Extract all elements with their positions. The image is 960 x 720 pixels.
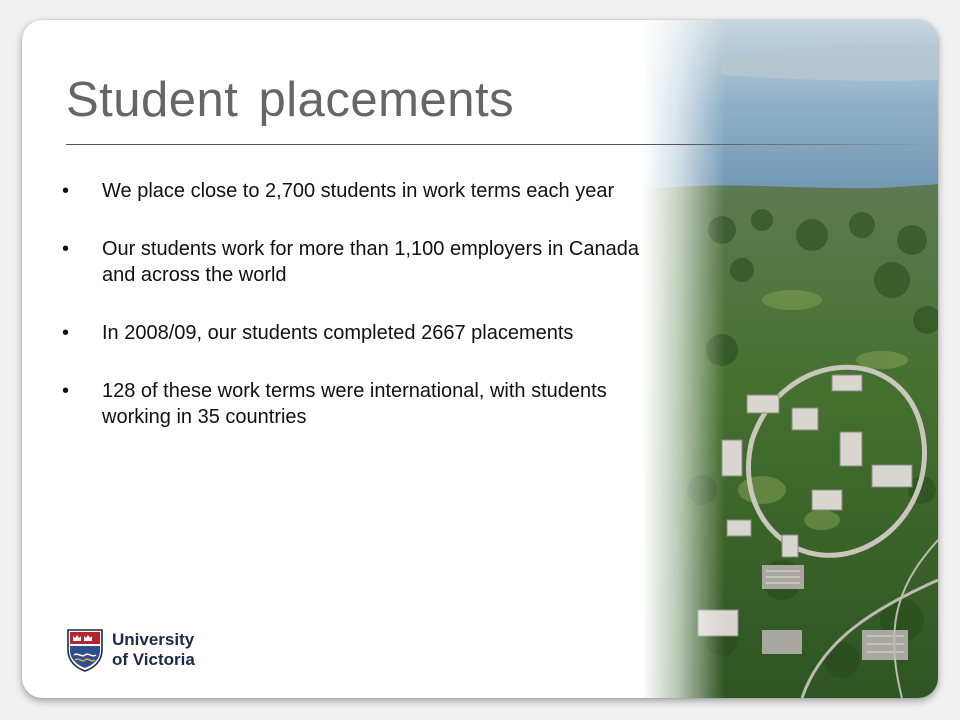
university-wordmark <box>112 630 252 670</box>
bullet-item <box>62 378 642 430</box>
title-divider <box>66 144 938 145</box>
slide-title: Student placements <box>66 73 515 127</box>
wordmark-line-2: of Victoria <box>112 650 195 669</box>
wordmark-line-1: University <box>112 630 195 649</box>
bullet-marker: • <box>62 238 70 260</box>
bullet-text: We place close to 2,700 students in work terms each year <box>102 180 615 202</box>
bullet-item <box>62 236 642 288</box>
bullet-marker: • <box>62 380 70 402</box>
bullet-marker: • <box>62 180 70 202</box>
bullet-text: Our students work for more than 1,100 employers in Canada and across the world <box>102 238 639 286</box>
bullet-text: In 2008/09, our students completed 2667 placements <box>102 322 574 344</box>
bullet-text: 128 of these work terms were international, with students working in 35 countries <box>102 380 607 428</box>
bullet-item <box>62 178 642 204</box>
bullet-marker: • <box>62 322 70 344</box>
bullet-list <box>62 178 642 462</box>
bullet-item <box>62 320 642 346</box>
slide <box>22 20 938 698</box>
shield-icon <box>66 628 104 672</box>
